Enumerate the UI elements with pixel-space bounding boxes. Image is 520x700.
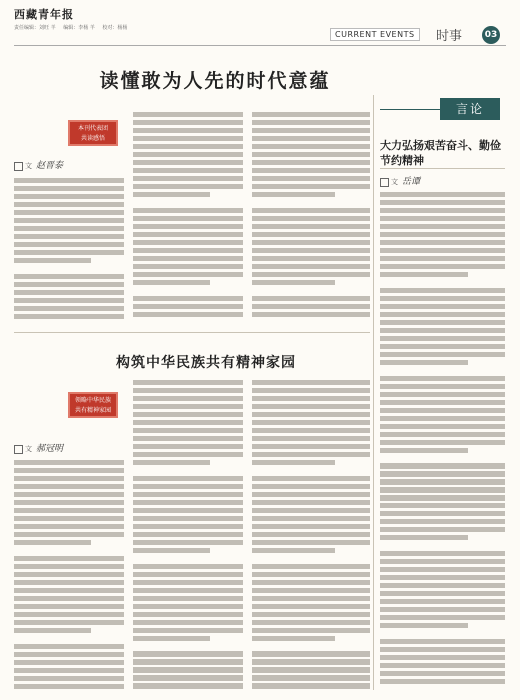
masthead xyxy=(0,0,520,52)
text-line xyxy=(252,612,370,617)
text-line xyxy=(133,388,243,393)
text-line xyxy=(252,412,370,417)
text-line xyxy=(252,256,370,261)
text-line xyxy=(133,192,210,197)
text-line xyxy=(252,312,370,317)
text-line xyxy=(380,623,468,628)
text-line xyxy=(14,202,124,207)
text-line xyxy=(380,551,505,556)
text-line xyxy=(380,336,505,341)
text-line xyxy=(133,460,210,465)
text-line xyxy=(380,527,505,532)
text-line xyxy=(380,432,505,437)
text-line xyxy=(380,376,505,381)
text-line xyxy=(133,296,243,301)
text-line xyxy=(133,428,243,433)
text-line xyxy=(380,535,468,540)
text-line xyxy=(133,452,243,457)
text-line xyxy=(14,500,124,505)
text-line xyxy=(252,112,370,117)
text-line xyxy=(133,651,243,656)
text-line xyxy=(252,556,370,561)
text-line xyxy=(14,290,124,295)
text-line xyxy=(14,668,124,673)
text-line xyxy=(380,655,505,660)
text-line xyxy=(133,184,243,189)
text-line xyxy=(252,468,370,473)
text-line xyxy=(252,667,370,672)
text-line xyxy=(252,200,370,205)
text-line xyxy=(252,160,370,165)
text-line xyxy=(14,660,124,665)
text-line xyxy=(380,368,505,373)
text-line xyxy=(133,492,243,497)
text-line xyxy=(252,168,370,173)
text-line xyxy=(380,400,505,405)
text-line xyxy=(252,516,370,521)
text-line xyxy=(14,564,124,569)
text-line xyxy=(252,208,370,213)
text-line xyxy=(133,436,243,441)
text-line xyxy=(252,264,370,269)
text-line xyxy=(380,639,505,644)
text-line xyxy=(252,564,370,569)
text-line xyxy=(14,218,124,223)
text-line xyxy=(14,314,124,319)
text-line xyxy=(133,588,243,593)
text-line xyxy=(14,298,124,303)
text-line xyxy=(133,176,243,181)
text-line xyxy=(252,683,370,688)
text-line xyxy=(14,604,124,609)
text-line xyxy=(252,128,370,133)
text-line xyxy=(133,572,243,577)
text-line xyxy=(380,272,468,277)
credit-layout: 编辑：李杨 羊 xyxy=(63,25,95,31)
editor-credits xyxy=(14,24,133,31)
text-line xyxy=(14,274,124,279)
text-line xyxy=(14,476,124,481)
text-line xyxy=(252,428,370,433)
sidebar-byline xyxy=(380,174,420,187)
text-line xyxy=(252,192,335,197)
sidebar-rule xyxy=(380,168,505,169)
text-line xyxy=(133,604,243,609)
story1-column-1 xyxy=(14,178,124,326)
text-line xyxy=(380,679,505,684)
story2-title: 构筑中华民族共有精神家园 xyxy=(116,355,296,371)
text-line xyxy=(14,266,124,271)
text-line xyxy=(380,352,505,357)
text-line xyxy=(133,232,243,237)
text-line xyxy=(133,532,243,537)
text-line xyxy=(14,178,124,183)
credit-proof: 校对：杨杨 xyxy=(102,25,128,31)
text-line xyxy=(380,599,505,604)
text-line xyxy=(133,596,243,601)
text-line xyxy=(14,460,124,465)
text-line xyxy=(380,200,505,205)
text-line xyxy=(252,216,370,221)
text-line xyxy=(252,572,370,577)
text-line xyxy=(133,659,243,664)
text-line xyxy=(380,511,505,516)
text-line xyxy=(380,591,505,596)
page-number: 03 xyxy=(482,26,500,44)
section-header xyxy=(330,24,505,44)
text-line xyxy=(380,424,505,429)
text-line xyxy=(133,272,243,277)
text-line xyxy=(133,152,243,157)
text-line xyxy=(380,280,505,285)
column-rule xyxy=(373,95,374,690)
text-line xyxy=(380,264,505,269)
text-line xyxy=(380,248,505,253)
text-line xyxy=(133,683,243,688)
text-line xyxy=(252,476,370,481)
text-line xyxy=(14,226,124,231)
text-line xyxy=(133,548,210,553)
text-line xyxy=(380,671,505,676)
text-line xyxy=(14,194,124,199)
text-line xyxy=(380,663,505,668)
text-line xyxy=(380,607,505,612)
text-line xyxy=(133,540,243,545)
text-line xyxy=(14,620,124,625)
story2-stamp: 领略中华民族 共有精神家园 xyxy=(68,392,118,418)
text-line xyxy=(133,612,243,617)
section-en: CURRENT EVENTS xyxy=(330,28,420,41)
text-line xyxy=(252,288,370,293)
text-line xyxy=(133,200,243,205)
text-line xyxy=(252,508,370,513)
text-line xyxy=(14,596,124,601)
text-line xyxy=(133,208,243,213)
text-line xyxy=(252,380,370,385)
text-line xyxy=(380,360,468,365)
byline-mark-icon xyxy=(14,162,23,171)
text-line xyxy=(14,548,124,553)
text-line xyxy=(380,320,505,325)
text-line xyxy=(252,304,370,309)
text-line xyxy=(133,476,243,481)
text-line xyxy=(252,232,370,237)
text-line xyxy=(133,420,243,425)
text-line xyxy=(133,136,243,141)
text-line xyxy=(252,120,370,125)
text-line xyxy=(14,572,124,577)
text-line xyxy=(380,463,505,468)
text-line xyxy=(133,380,243,385)
text-line xyxy=(14,210,124,215)
story2-column-2 xyxy=(133,380,243,692)
text-line xyxy=(380,519,505,524)
text-line xyxy=(380,448,468,453)
text-line xyxy=(380,416,505,421)
text-line xyxy=(133,500,243,505)
paper-name: 西藏青年报 xyxy=(14,8,74,21)
byline-mark-icon xyxy=(14,445,23,454)
text-line xyxy=(252,240,370,245)
sidebar-title: 大力弘扬艰苦奋斗、勤俭节约精神 xyxy=(380,139,501,167)
byline-label: 文 xyxy=(25,445,32,453)
sidebar-column xyxy=(380,192,505,692)
text-line xyxy=(133,564,243,569)
text-line xyxy=(252,628,370,633)
byline-author: 岳谭 xyxy=(402,177,421,187)
story2-column-1 xyxy=(14,460,124,692)
sidebar-tab: 言论 xyxy=(440,98,500,120)
text-line xyxy=(252,248,370,253)
text-line xyxy=(133,256,243,261)
text-line xyxy=(133,396,243,401)
story1-column-3 xyxy=(252,112,370,326)
text-line xyxy=(380,408,505,413)
byline-label: 文 xyxy=(25,162,32,170)
text-line xyxy=(252,184,370,189)
text-line xyxy=(380,208,505,213)
story1-title: 读懂敢为人先的时代意蕴 xyxy=(99,70,331,92)
text-line xyxy=(14,652,124,657)
story1-column-2 xyxy=(133,112,243,326)
text-line xyxy=(380,344,505,349)
text-line xyxy=(380,232,505,237)
text-line xyxy=(380,559,505,564)
byline-author: 郝冠明 xyxy=(36,444,64,454)
text-line xyxy=(252,396,370,401)
text-line xyxy=(252,659,370,664)
text-line xyxy=(133,444,243,449)
text-line xyxy=(133,667,243,672)
text-line xyxy=(252,675,370,680)
text-line xyxy=(133,264,243,269)
text-line xyxy=(380,304,505,309)
text-line xyxy=(133,524,243,529)
text-line xyxy=(380,256,505,261)
text-line xyxy=(133,304,243,309)
text-line xyxy=(133,240,243,245)
text-line xyxy=(380,392,505,397)
text-line xyxy=(380,615,505,620)
text-line xyxy=(380,192,505,197)
text-line xyxy=(14,492,124,497)
text-line xyxy=(14,516,124,521)
text-line xyxy=(133,120,243,125)
text-line xyxy=(133,288,243,293)
text-line xyxy=(252,436,370,441)
byline-author: 赵晋泰 xyxy=(36,161,64,171)
text-line xyxy=(380,440,505,445)
text-line xyxy=(380,471,505,476)
text-line xyxy=(252,524,370,529)
text-line xyxy=(380,384,505,389)
text-line xyxy=(252,272,370,277)
text-line xyxy=(133,468,243,473)
text-line xyxy=(133,516,243,521)
text-line xyxy=(14,676,124,681)
text-line xyxy=(133,556,243,561)
text-line xyxy=(14,306,124,311)
text-line xyxy=(14,644,124,649)
text-line xyxy=(252,604,370,609)
text-line xyxy=(133,620,243,625)
text-line xyxy=(14,556,124,561)
story2-byline xyxy=(14,441,63,454)
text-line xyxy=(133,675,243,680)
text-line xyxy=(14,628,91,633)
text-line xyxy=(14,524,124,529)
text-line xyxy=(380,455,505,460)
text-line xyxy=(252,643,370,648)
text-line xyxy=(252,388,370,393)
text-line xyxy=(133,580,243,585)
text-line xyxy=(252,136,370,141)
text-line xyxy=(252,152,370,157)
text-line xyxy=(14,282,124,287)
top-rule xyxy=(14,45,506,46)
credit-editor: 责任编辑：刘旺 羊 xyxy=(14,25,56,31)
text-line xyxy=(380,224,505,229)
text-line xyxy=(252,280,335,285)
text-line xyxy=(252,492,370,497)
text-line xyxy=(380,328,505,333)
text-line xyxy=(133,280,210,285)
text-line xyxy=(14,484,124,489)
text-line xyxy=(252,636,335,641)
text-line xyxy=(133,144,243,149)
text-line xyxy=(252,444,370,449)
text-line xyxy=(133,160,243,165)
text-line xyxy=(380,288,505,293)
text-line xyxy=(133,643,243,648)
text-line xyxy=(14,234,124,239)
text-line xyxy=(252,460,335,465)
text-line xyxy=(133,248,243,253)
text-line xyxy=(133,628,243,633)
text-line xyxy=(133,224,243,229)
text-line xyxy=(133,484,243,489)
sidebar-tab-line xyxy=(380,109,440,110)
text-line xyxy=(380,567,505,572)
text-line xyxy=(14,612,124,617)
text-line xyxy=(133,508,243,513)
text-line xyxy=(252,620,370,625)
text-line xyxy=(252,224,370,229)
text-line xyxy=(252,500,370,505)
text-line xyxy=(252,420,370,425)
text-line xyxy=(380,631,505,636)
text-line xyxy=(380,495,505,500)
text-line xyxy=(252,588,370,593)
byline-label: 文 xyxy=(391,178,398,186)
text-line xyxy=(252,548,335,553)
story1-byline xyxy=(14,158,63,171)
text-line xyxy=(252,651,370,656)
byline-mark-icon xyxy=(380,178,389,187)
story1-stamp: 本刊代表团 共读感悟 xyxy=(68,120,118,146)
text-line xyxy=(252,144,370,149)
text-line xyxy=(14,540,91,545)
text-line xyxy=(14,580,124,585)
text-line xyxy=(133,128,243,133)
text-line xyxy=(380,479,505,484)
text-line xyxy=(380,575,505,580)
text-line xyxy=(14,250,124,255)
text-line xyxy=(252,532,370,537)
text-line xyxy=(380,216,505,221)
text-line xyxy=(14,508,124,513)
text-line xyxy=(252,484,370,489)
text-line xyxy=(133,404,243,409)
text-line xyxy=(252,596,370,601)
text-line xyxy=(252,452,370,457)
text-line xyxy=(252,404,370,409)
text-line xyxy=(14,684,124,689)
text-line xyxy=(14,468,124,473)
text-line xyxy=(14,258,91,263)
text-line xyxy=(14,588,124,593)
text-line xyxy=(252,540,370,545)
text-line xyxy=(380,583,505,588)
text-line xyxy=(133,636,210,641)
text-line xyxy=(252,296,370,301)
text-line xyxy=(14,242,124,247)
text-line xyxy=(252,176,370,181)
text-line xyxy=(14,636,124,641)
text-line xyxy=(133,216,243,221)
story2-column-3 xyxy=(252,380,370,692)
text-line xyxy=(380,240,505,245)
text-line xyxy=(380,647,505,652)
text-line xyxy=(380,543,505,548)
story-divider xyxy=(14,332,370,333)
text-line xyxy=(252,580,370,585)
text-line xyxy=(380,487,505,492)
text-line xyxy=(380,503,505,508)
text-line xyxy=(133,168,243,173)
text-line xyxy=(380,312,505,317)
text-line xyxy=(133,312,243,317)
text-line xyxy=(133,112,243,117)
text-line xyxy=(380,296,505,301)
text-line xyxy=(14,186,124,191)
text-line xyxy=(14,532,124,537)
section-cn: 时事 xyxy=(436,29,463,44)
text-line xyxy=(133,412,243,417)
